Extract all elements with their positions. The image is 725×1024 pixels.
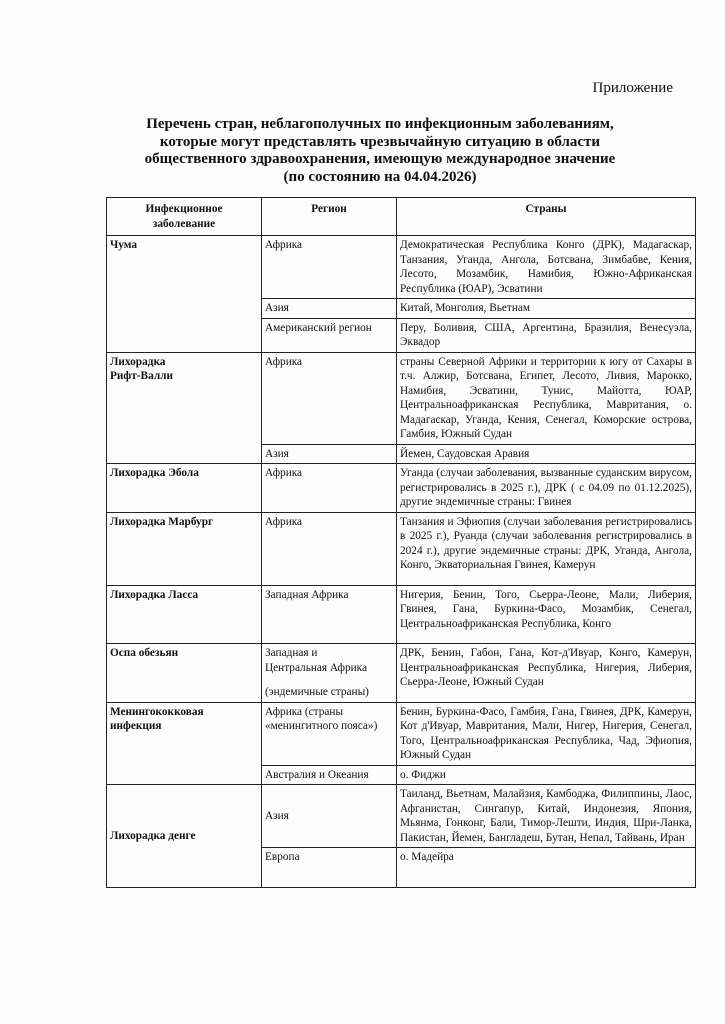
region-cell: Африка bbox=[262, 512, 397, 585]
countries-cell: Китай, Монголия, Вьетнам bbox=[397, 299, 696, 319]
title-line: которые могут представлять чрезвычайную ситуацию в области bbox=[159, 133, 601, 150]
region-cell: Африка bbox=[262, 352, 397, 444]
countries-cell: Перу, Боливия, США, Аргентина, Бразилия, Венесуэла, Эквадор bbox=[397, 318, 696, 352]
title-line: общественного здравоохранения, имеющую международное значение bbox=[144, 151, 616, 167]
header-countries: Страны bbox=[397, 198, 696, 236]
table-row bbox=[107, 464, 696, 513]
header-region: Регион bbox=[262, 198, 397, 236]
disease-ebola: Лихорадка Эбола bbox=[107, 464, 262, 513]
table-header-row bbox=[107, 198, 696, 236]
title-line: Перечень стран, неблагополучных по инфекционным заболеваниям, bbox=[146, 116, 614, 132]
disease-plague: Чума bbox=[107, 236, 262, 353]
countries-cell: о. Фиджи bbox=[397, 765, 696, 785]
countries-cell: Демократическая Республика Конго (ДРК), Мадагаскар, Танзания, Уганда, Ангола, Ботсвана, Зимбабве, Кения, Лесото, Мозамбик, Намибия, Южно-Африканская Республика (ЮАР), Эсватини bbox=[397, 236, 696, 299]
countries-cell: ДРК, Бенин, Габон, Гана, Кот-д'Ивуар, Конго, Камерун, Центральноафриканская Республика, Нигерия, Либерия, Сьерра-Леоне, Южный Судан bbox=[397, 644, 696, 703]
region-cell: Европа bbox=[262, 848, 397, 888]
table-row bbox=[107, 702, 696, 765]
table-row bbox=[107, 236, 696, 299]
table-row bbox=[107, 785, 696, 848]
disease-table bbox=[106, 197, 696, 888]
region-cell: Африка bbox=[262, 236, 397, 299]
appendix-label: Приложение bbox=[592, 80, 673, 96]
region-cell: Западная Африка bbox=[262, 585, 397, 644]
region-cell: Африка bbox=[262, 464, 397, 513]
countries-cell: Уганда (случаи заболевания, вызванные суданским вирусом, регистрировались в 2025 г.), ДРК ( с 04.09 по 01.12.2025), другие эндемичные страны: Гвинея bbox=[397, 464, 696, 513]
disease-mpox: Оспа обезьян bbox=[107, 644, 262, 703]
region-cell: Азия bbox=[262, 299, 397, 319]
countries-cell: страны Северной Африки и территории к югу от Сахары в т.ч. Алжир, Ботсвана, Египет, Лесото, Ливия, Марокко, Намибия, Эсватини, Тунис, Майотта, ЮАР, Центральноафриканская Республика, Мавритания, о. Мадагаскар, Уганда, Кения, Сенегал, Коморские острова, Гамбия, Южный Судан bbox=[397, 352, 696, 444]
countries-cell: Бенин, Буркина-Фасо, Гамбия, Гана, Гвинея, ДРК, Камерун, Кот д'Ивуар, Мавритания, Мали, Нигер, Нигерия, Сенегал, Того, Центральноафриканская Республика, Чад, Эфиопия, Южный Судан bbox=[397, 702, 696, 765]
table-row bbox=[107, 512, 696, 585]
document-title bbox=[100, 116, 660, 186]
countries-cell: Нигерия, Бенин, Того, Сьерра-Леоне, Мали, Либерия, Гвинея, Гана, Буркина-Фасо, Мозамбик, Сенегал, Центральноафриканская Республика, Конго bbox=[397, 585, 696, 644]
countries-cell: о. Мадейра bbox=[397, 848, 696, 888]
countries-cell: Танзания и Эфиопия (случаи заболевания регистрировались в 2025 г.), Руанда (случаи заболевания регистрировались в 2024 г.), другие эндемичные страны: ДРК, Уганда, Ангола, Конго, Экваториальная Гвинея, Камерун bbox=[397, 512, 696, 585]
table-row bbox=[107, 585, 696, 644]
title-line: (по состоянию на 04.04.2026) bbox=[283, 168, 477, 185]
disease-marburg: Лихорадка Марбург bbox=[107, 512, 262, 585]
region-cell: Австралия и Океания bbox=[262, 765, 397, 785]
countries-cell: Таиланд, Вьетнам, Малайзия, Камбоджа, Филиппины, Лаос, Афганистан, Сингапур, Китай, Индонезия, Япония, Мьянма, Гонконг, Бали, Тимор-Лешти, Индия, Шри-Ланка, Пакистан, Йемен, Бангладеш, Бутан, Непал, Тайвань, Иран bbox=[397, 785, 696, 848]
disease-rift-valley: Лихорадка Рифт-Валли bbox=[107, 352, 262, 464]
disease-dengue: Лихорадка денге bbox=[107, 785, 262, 888]
table-row bbox=[107, 644, 696, 703]
region-cell: Азия bbox=[262, 785, 397, 848]
table-row bbox=[107, 352, 696, 444]
region-cell: Африка (страны «менингитного пояса») bbox=[262, 702, 397, 765]
disease-meningococcal: Менингококковая инфекция bbox=[107, 702, 262, 785]
header-disease: Инфекционное заболевание bbox=[107, 198, 262, 236]
countries-cell: Йемен, Саудовская Аравия bbox=[397, 444, 696, 464]
region-cell: Американский регион bbox=[262, 318, 397, 352]
disease-lassa: Лихорадка Ласса bbox=[107, 585, 262, 644]
region-cell: Западная и Центральная Африка (эндемичные страны) bbox=[262, 644, 397, 703]
region-cell: Азия bbox=[262, 444, 397, 464]
